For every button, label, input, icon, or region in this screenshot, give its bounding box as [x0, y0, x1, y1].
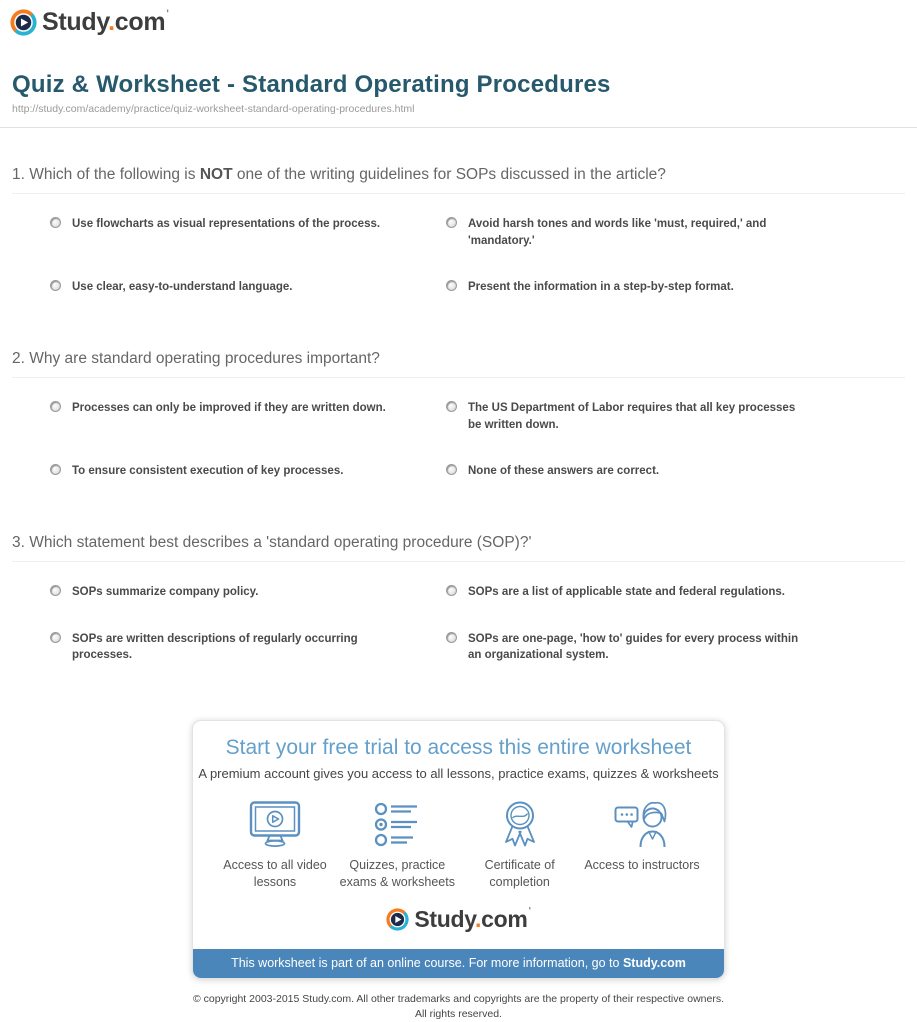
question-3-options [50, 584, 847, 664]
studycom-play-icon [386, 908, 409, 931]
q1-option-2-label: Avoid harsh tones and words like 'must, required,' and 'mandatory.' [468, 218, 767, 247]
question-3-heading: 3. Which statement best describes a 'standard operating procedure (SOP)?' [12, 534, 905, 562]
q3-option-3-label: SOPs are written descriptions of regularly occurring processes. [72, 632, 358, 662]
q3-option-2-radio[interactable] [446, 585, 457, 596]
trademark-mark: ' [528, 905, 531, 917]
copyright-footer [0, 992, 917, 1022]
feature-video-lessons-label: Access to all video lessons [223, 858, 327, 889]
quizzes-worksheets-icon [337, 798, 457, 848]
q3-option-1-radio[interactable] [50, 585, 61, 596]
question-2-options [50, 400, 847, 480]
q1-option-1 [50, 216, 446, 249]
studycom-logo [386, 906, 530, 933]
q2-option-2-radio[interactable] [446, 401, 457, 412]
feature-quizzes-label: Quizzes, practice exams & worksheets [339, 858, 455, 889]
q3-option-1 [50, 584, 446, 601]
page-url: http://study.com/academy/practice/quiz-worksheet-standard-operating-procedures.html [12, 103, 415, 115]
copyright-line-2: All rights reserved. [415, 1008, 502, 1021]
q2-option-2-label: The US Department of Labor requires that all key processes be written down. [468, 402, 796, 431]
q3-option-2-label: SOPs are a list of applicable state and federal regulations. [468, 586, 785, 599]
free-trial-card [192, 720, 725, 979]
feature-certificate-label: Certificate of completion [484, 858, 555, 889]
question-3 [0, 534, 917, 664]
q1-option-4 [446, 279, 847, 296]
header-divider [0, 127, 917, 128]
header [0, 0, 917, 41]
question-1-options [50, 216, 847, 296]
certificate-icon [460, 798, 580, 848]
q1-option-2 [446, 216, 847, 249]
video-lessons-icon [215, 798, 335, 848]
q1-option-4-label: Present the information in a step-by-step format. [468, 281, 734, 294]
q2-option-1-label: Processes can only be improved if they are written down. [72, 402, 386, 415]
feature-list [193, 798, 724, 891]
modal-logo-row [193, 906, 724, 936]
q2-option-4-label: None of these answers are correct. [468, 465, 660, 478]
q2-option-4-radio[interactable] [446, 464, 457, 475]
q2-option-3-radio[interactable] [50, 464, 61, 475]
q2-option-1-radio[interactable] [50, 401, 61, 412]
q3-option-3 [50, 631, 446, 664]
page-title: Quiz & Worksheet - Standard Operating Procedures [12, 71, 611, 98]
studycom-logo [10, 8, 169, 37]
q2-option-4 [446, 463, 847, 480]
banner-studycom-link[interactable]: Study.com [622, 955, 686, 970]
q1-option-2-radio[interactable] [446, 217, 457, 228]
q1-option-3-radio[interactable] [50, 280, 61, 291]
q2-option-3 [50, 463, 446, 480]
q3-option-1-label: SOPs summarize company policy. [72, 586, 259, 599]
question-2 [0, 350, 917, 480]
feature-quizzes [337, 798, 457, 891]
q1-option-4-radio[interactable] [446, 280, 457, 291]
q2-option-2 [446, 400, 847, 433]
q1-option-1-radio[interactable] [50, 217, 61, 228]
banner-text: This worksheet is part of an online course. For more information, go to [231, 955, 623, 970]
q1-option-1-label: Use flowcharts as visual representations of the process. [72, 218, 381, 230]
feature-instructors-label: Access to instructors [584, 858, 700, 873]
copyright-line-1: © copyright 2003-2015 Study.com. All other trademarks and copyrights are the property of their respective owners. [192, 992, 725, 1005]
question-2-heading: 2. Why are standard operating procedures important? [12, 350, 905, 378]
q1-option-3 [50, 279, 446, 296]
free-trial-title: Start your free trial to access this entire worksheet [225, 736, 692, 760]
course-info-banner [193, 949, 724, 978]
logo-text: Study.com' [414, 905, 531, 932]
studycom-play-icon [10, 9, 37, 36]
instructors-icon [582, 798, 702, 848]
feature-video-lessons [215, 798, 335, 891]
q1-option-3-label: Use clear, easy-to-understand language. [72, 281, 293, 294]
question-1 [0, 166, 917, 296]
q3-option-2 [446, 584, 847, 601]
question-1-heading: 1. Which of the following is NOT one of the writing guidelines for SOPs discussed in the article? [12, 166, 905, 194]
feature-certificate [460, 798, 580, 891]
free-trial-subtitle: A premium account gives you access to all lessons, practice exams, quizzes & worksheets [198, 766, 719, 782]
q3-option-4-label: SOPs are one-page, 'how to' guides for every process within an organizational system. [468, 632, 799, 662]
feature-instructors [582, 798, 702, 891]
q2-option-3-label: To ensure consistent execution of key processes. [72, 465, 344, 478]
trademark-mark: ' [166, 8, 169, 20]
q3-option-3-radio[interactable] [50, 632, 61, 643]
q3-option-4-radio[interactable] [446, 632, 457, 643]
logo-text: Study.com' [42, 8, 169, 36]
q2-option-1 [50, 400, 446, 433]
q3-option-4 [446, 631, 847, 664]
